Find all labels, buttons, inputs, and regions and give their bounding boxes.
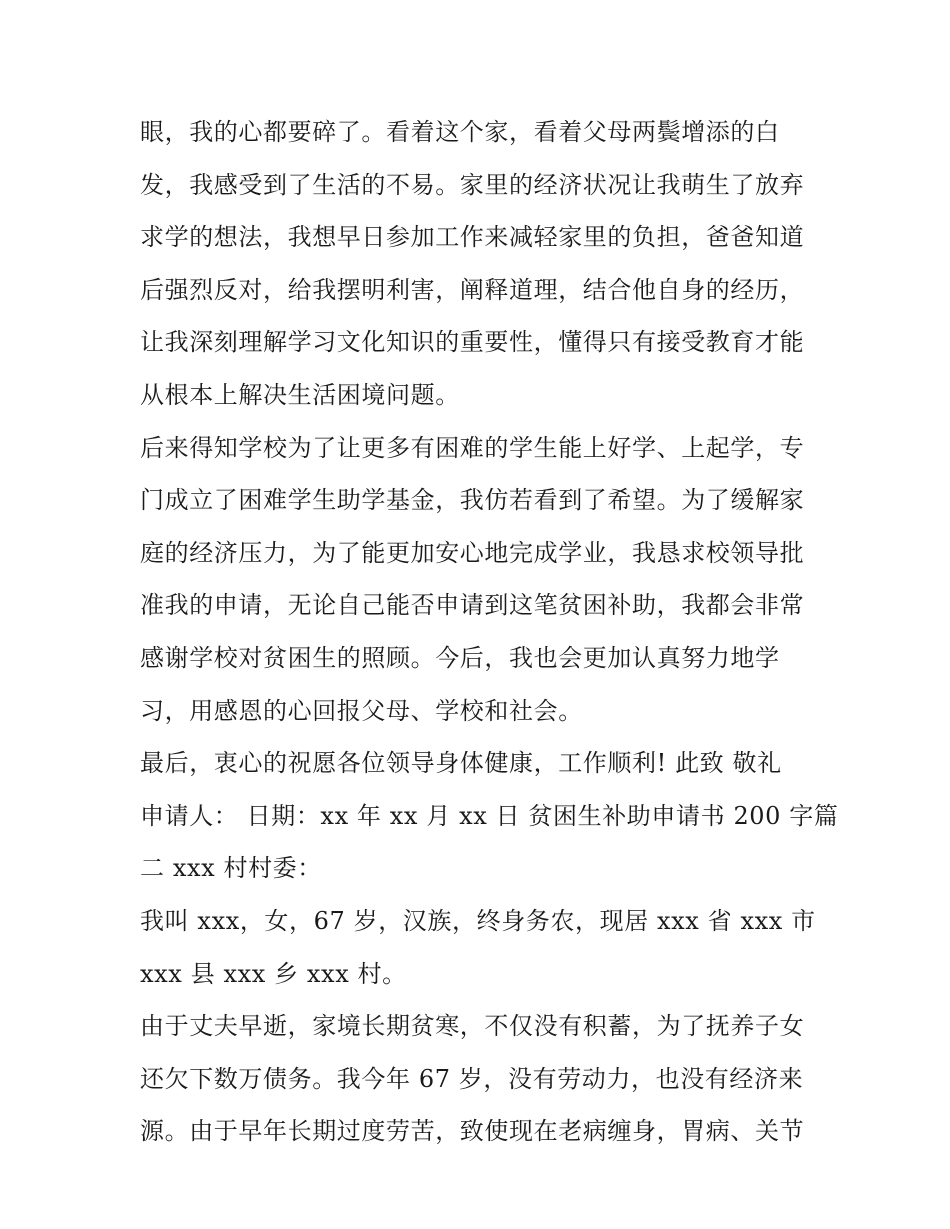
text-line: 还欠下数万债务。我今年 67 岁，没有劳动力，也没有经济来 [140, 1064, 804, 1093]
document-body [140, 106, 839, 1158]
text-line: 由于丈夫早逝，家境长期贫寒，不仅没有积蓄，为了抚养子女 [140, 1012, 805, 1041]
text-line: xxx 县 xxx 乡 xxx 村。 [140, 959, 407, 988]
text-line: 庭的经济压力，为了能更加安心地完成学业，我恳求校领导批 [140, 538, 805, 567]
text-line: 门成立了困难学生助学基金，我仿若看到了希望。为了缓解家 [140, 486, 805, 515]
text-line: 让我深刻理解学习文化知识的重要性，懂得只有接受教育才能 [140, 328, 805, 357]
text-line: 后来得知学校为了让更多有困难的学生能上好学、上起学，专 [140, 433, 805, 462]
text-line: 准我的申请，无论自己能否申请到这笔贫困补助，我都会非常 [140, 591, 805, 620]
text-line: 从根本上解决生活困境问题。 [140, 380, 460, 409]
text-line: 申请人： 日期：xx 年 xx 月 xx 日 贫困生补助申请书 200 字篇 [140, 801, 839, 830]
text-line: 求学的想法，我想早日参加工作来减轻家里的负担，爸爸知道 [140, 223, 805, 252]
text-line: 感谢学校对贫困生的照顾。今后，我也会更加认真努力地学 [140, 643, 780, 672]
text-line: 二 xxx 村村委： [140, 854, 322, 883]
text-line: 发，我感受到了生活的不易。家里的经济状况让我萌生了放弃 [140, 170, 805, 199]
text-line: 后强烈反对，给我摆明利害，阐释道理，结合他自身的经历， [140, 275, 805, 304]
text-line: 眼，我的心都要碎了。看着这个家，看着父母两鬓增添的白 [140, 118, 780, 146]
text-line: 最后，衷心的祝愿各位领导身体健康，工作顺利! 此致 敬礼 [140, 749, 782, 778]
text-line: 习，用感恩的心回报父母、学校和社会。 [140, 696, 583, 725]
text-line: 源。由于早年长期过度劳苦，致使现在老病缠身，胃病、关节 [140, 1117, 805, 1146]
text-line: 我叫 xxx，女，67 岁，汉族，终身务农，现居 xxx 省 xxx 市 [140, 906, 816, 935]
